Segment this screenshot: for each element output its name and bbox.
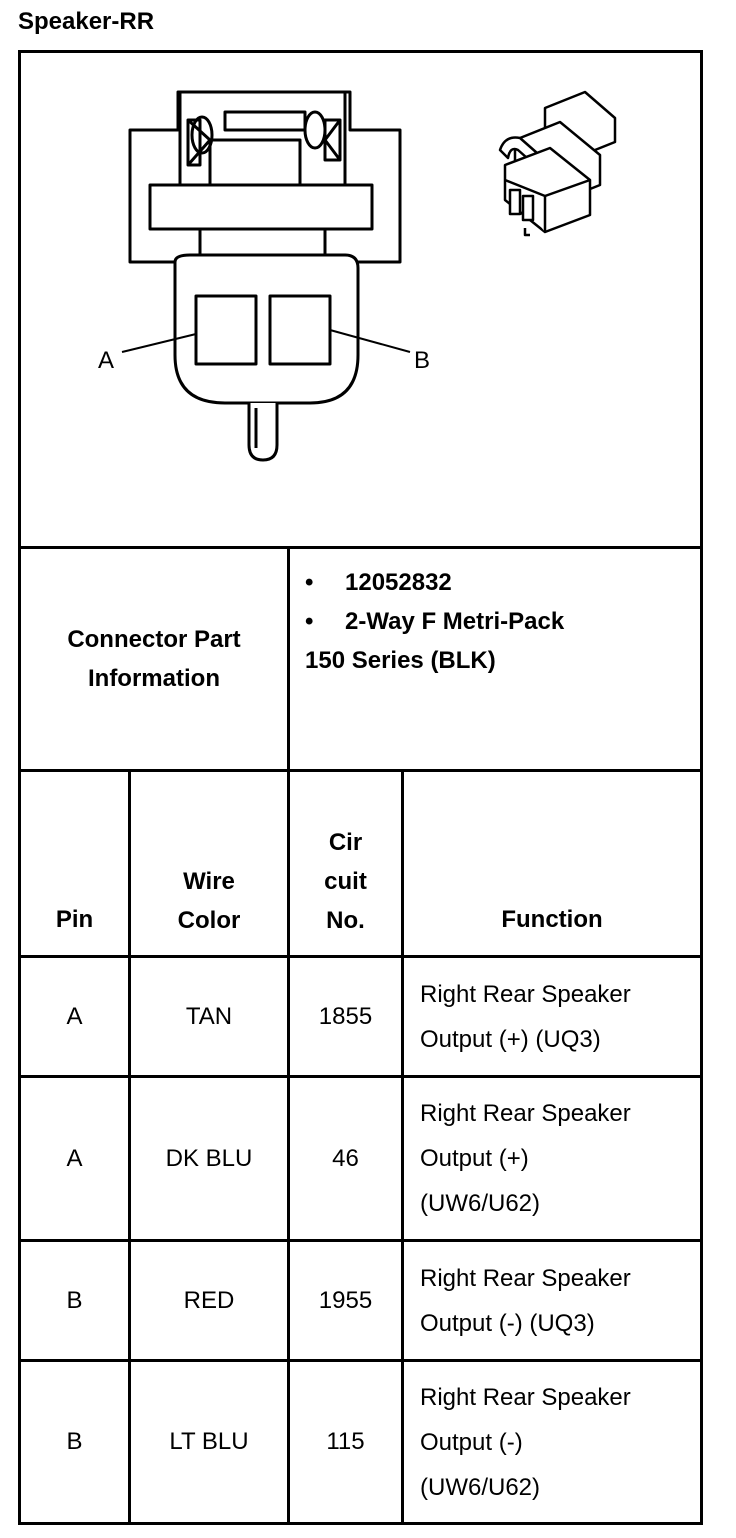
cell-function — [420, 1078, 700, 1239]
cell-circuit-no: 46 — [332, 1144, 359, 1172]
divider-part-info — [18, 769, 703, 772]
header-wire-color-line2: Color — [177, 907, 241, 934]
bullet-icon: • — [305, 608, 314, 635]
function-line: Output (+) (UQ3) — [420, 1025, 601, 1053]
connector-part-info-values — [305, 563, 564, 680]
cell-function — [420, 958, 700, 1075]
cell-pin: A — [66, 1002, 83, 1030]
divider-col-function — [401, 769, 404, 1525]
header-function: Function — [501, 906, 603, 933]
cell-wire-color: TAN — [185, 1002, 233, 1030]
function-line: (UW6/U62) — [420, 1473, 541, 1501]
header-pin: Pin — [55, 906, 94, 933]
connector-isometric-drawing — [500, 92, 615, 235]
cell-pin: A — [66, 1144, 83, 1172]
connector-face-drawing — [122, 92, 410, 460]
cell-circuit-no: 1855 — [318, 1002, 373, 1030]
connector-diagram — [21, 53, 700, 546]
cell-circuit-no: 115 — [326, 1428, 365, 1455]
part-number: 12052832 — [345, 569, 452, 596]
function-line: Output (-) — [420, 1428, 523, 1456]
function-line: Right Rear Speaker — [420, 1383, 631, 1411]
header-circuit-no — [290, 823, 401, 940]
connector-part-info-label — [21, 549, 287, 769]
function-line: Right Rear Speaker — [420, 1264, 631, 1292]
cell-function — [420, 1242, 700, 1359]
pin-label-a: A — [98, 347, 115, 374]
page-title: Speaker-RR — [18, 8, 155, 35]
function-line: Right Rear Speaker — [420, 1100, 631, 1127]
connector-label-line2: Information — [87, 665, 220, 692]
cell-function — [420, 1362, 700, 1522]
cell-wire-color: LT BLU — [169, 1428, 249, 1455]
header-wire-color — [131, 862, 287, 940]
function-line: Right Rear Speaker — [420, 980, 631, 1008]
header-circuit-line2: cuit — [324, 868, 367, 895]
bullet-icon: • — [305, 569, 314, 596]
connector-label-line1: Connector Part — [67, 626, 241, 653]
part-description-line — [305, 602, 564, 641]
function-line: Output (-) (UQ3) — [420, 1309, 595, 1337]
header-wire-color-line1: Wire — [183, 868, 235, 895]
part-series: 150 Series (BLK) — [305, 647, 496, 674]
function-line: (UW6/U62) — [420, 1190, 541, 1217]
part-description: 2-Way F Metri-Pack — [345, 608, 565, 635]
cell-circuit-no: 1955 — [318, 1286, 373, 1314]
cell-wire-color: DK BLU — [165, 1144, 253, 1172]
cell-pin: B — [66, 1428, 83, 1455]
cell-pin: B — [66, 1286, 83, 1314]
cell-wire-color: RED — [183, 1286, 235, 1314]
header-circuit-line1: Cir — [328, 829, 363, 856]
pin-label-b: B — [414, 347, 431, 374]
function-line: Output (+) — [420, 1145, 529, 1172]
part-number-line — [305, 563, 564, 602]
header-circuit-line3: No. — [326, 907, 365, 934]
